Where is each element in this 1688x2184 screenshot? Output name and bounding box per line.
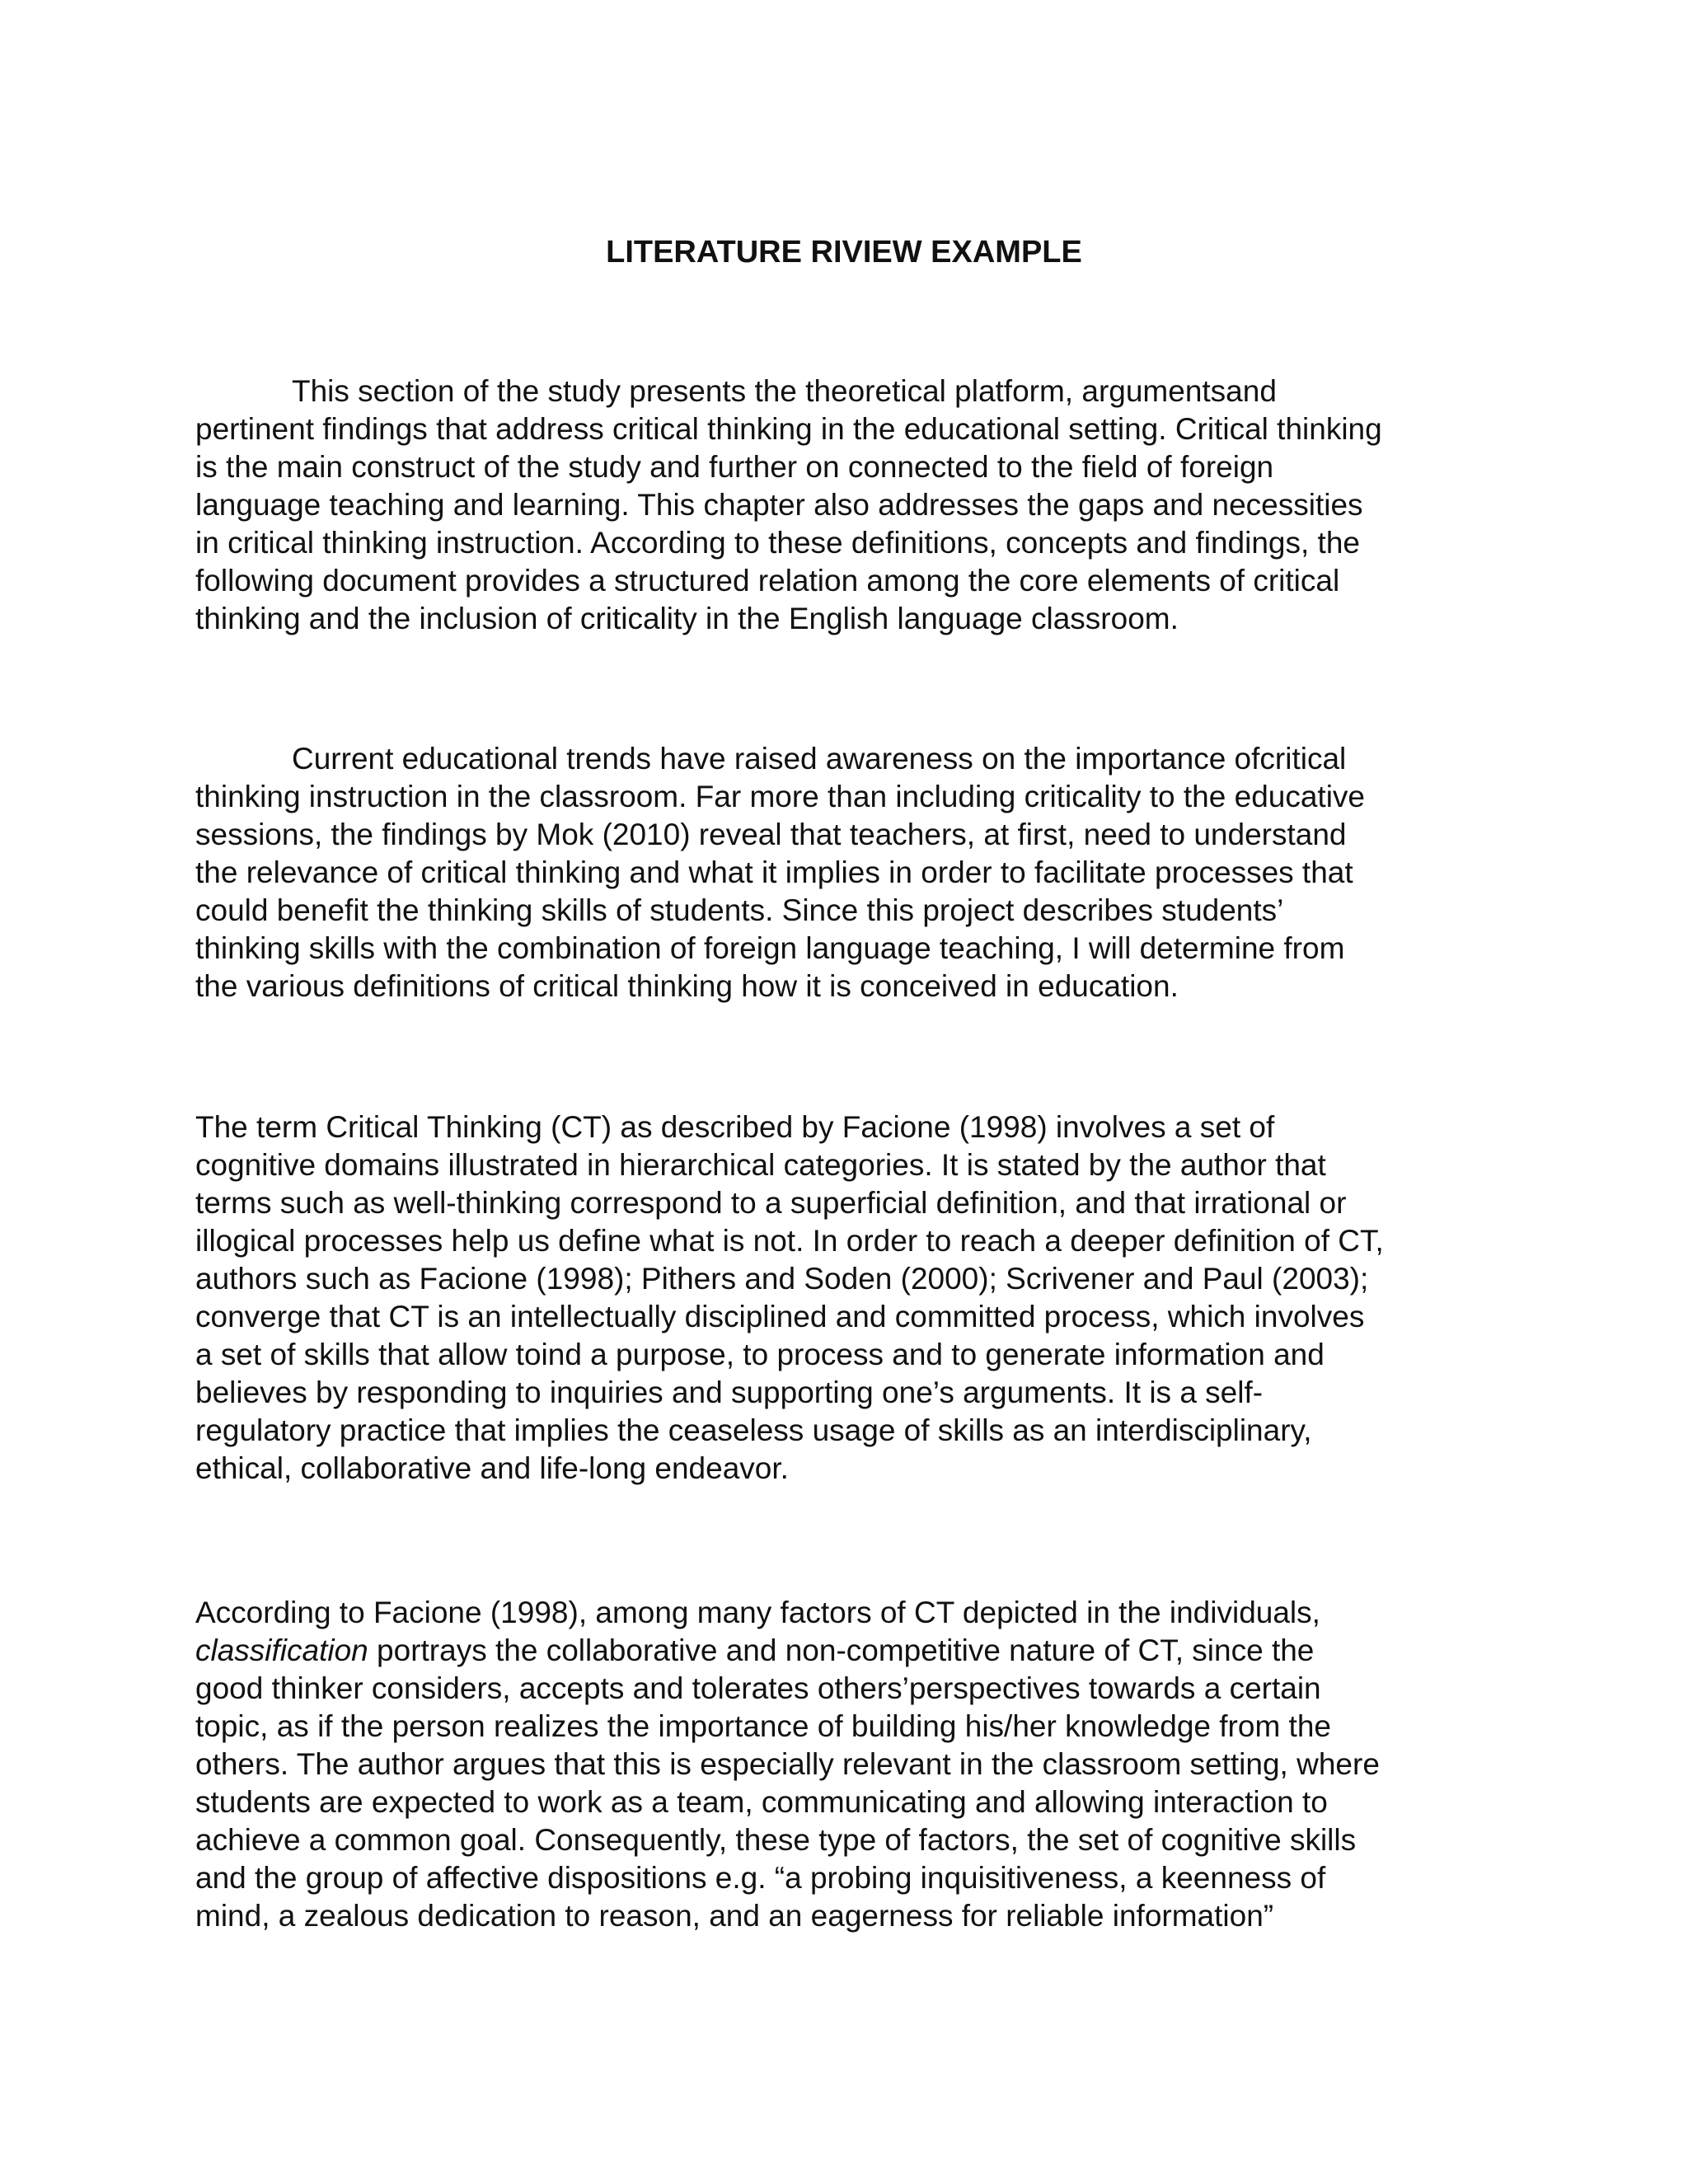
text-line: students are expected to work as a team, communicating and allowing interaction to (195, 1785, 1328, 1819)
paragraph-classification (195, 1594, 1502, 1935)
text-line: in critical thinking instruction. According to these definitions, concepts and findings, the (195, 526, 1360, 560)
text-line: Current educational trends have raised awareness on the importance ofcritical (292, 742, 1347, 776)
text-line: ethical, collaborative and life-long endeavor. (195, 1451, 789, 1485)
text-line: thinking and the inclusion of criticality in the English language classroom. (195, 602, 1179, 635)
text-line: thinking skills with the combination of foreign language teaching, I will determine from (195, 931, 1345, 965)
text-line: sessions, the findings by Mok (2010) reveal that teachers, at first, need to understand (195, 818, 1347, 851)
text-line: regulatory practice that implies the ceaseless usage of skills as an interdisciplinary, (195, 1413, 1312, 1447)
text-line: language teaching and learning. This chapter also addresses the gaps and necessities (195, 488, 1363, 522)
text-line: is the main construct of the study and further on connected to the field of foreign (195, 450, 1274, 484)
text-line-mixed (195, 1632, 1502, 1670)
text-line: illogical processes help us define what is not. In order to reach a deeper definition of CT, (195, 1224, 1384, 1258)
text-line: a set of skills that allow toind a purpose, to process and to generate information and (195, 1338, 1325, 1371)
text-line: This section of the study presents the theoretical platform, argumentsand (292, 374, 1277, 408)
text-line: believes by responding to inquiries and supporting one’s arguments. It is a self- (195, 1376, 1264, 1409)
text-line: achieve a common goal. Consequently, these type of factors, the set of cognitive skills (195, 1823, 1357, 1857)
text-run: portrays the collaborative and non-competitive nature of CT, since the (368, 1633, 1315, 1667)
text-line: others. The author argues that this is especially relevant in the classroom setting, where (195, 1747, 1380, 1781)
text-line: terms such as well-thinking correspond to a superficial definition, and that irrational or (195, 1186, 1347, 1220)
text-line: authors such as Facione (1998); Pithers and Soden (2000); Scrivener and Paul (2003); (195, 1262, 1369, 1296)
text-line: The term Critical Thinking (CT) as described by Facione (1998) involves a set of (195, 1110, 1275, 1144)
paragraph-definition (195, 1108, 1502, 1488)
text-line: the various definitions of critical thinking how it is conceived in education. (195, 969, 1179, 1003)
text-line: According to Facione (1998), among many factors of CT depicted in the individuals, (195, 1596, 1320, 1629)
text-line: converge that CT is an intellectually disciplined and committed process, which involves (195, 1300, 1365, 1333)
text-line: cognitive domains illustrated in hierarchical categories. It is stated by the author that (195, 1148, 1326, 1182)
text-line: good thinker considers, accepts and tolerates others’perspectives towards a certain (195, 1671, 1321, 1705)
paragraph-trends (195, 740, 1502, 1005)
text-line: could benefit the thinking skills of students. Since this project describes students’ (195, 893, 1284, 927)
text-line: thinking instruction in the classroom. Far more than including criticality to the educative (195, 780, 1366, 813)
text-line: the relevance of critical thinking and what it implies in order to facilitate processes that (195, 855, 1353, 889)
text-line: mind, a zealous dedication to reason, and an eagerness for reliable information” (195, 1899, 1274, 1933)
text-line: topic, as if the person realizes the importance of building his/her knowledge from the (195, 1709, 1331, 1743)
text-line: following document provides a structured relation among the core elements of critical (195, 564, 1340, 598)
document-title: LITERATURE RIVIEW EXAMPLE (606, 235, 1082, 269)
italic-term: classification (195, 1633, 368, 1667)
text-line: pertinent findings that address critical thinking in the educational setting. Critical thinking (195, 412, 1382, 446)
text-line: and the group of affective dispositions e.g. “a probing inquisitiveness, a keenness of (195, 1861, 1326, 1895)
paragraph-intro (195, 373, 1502, 638)
